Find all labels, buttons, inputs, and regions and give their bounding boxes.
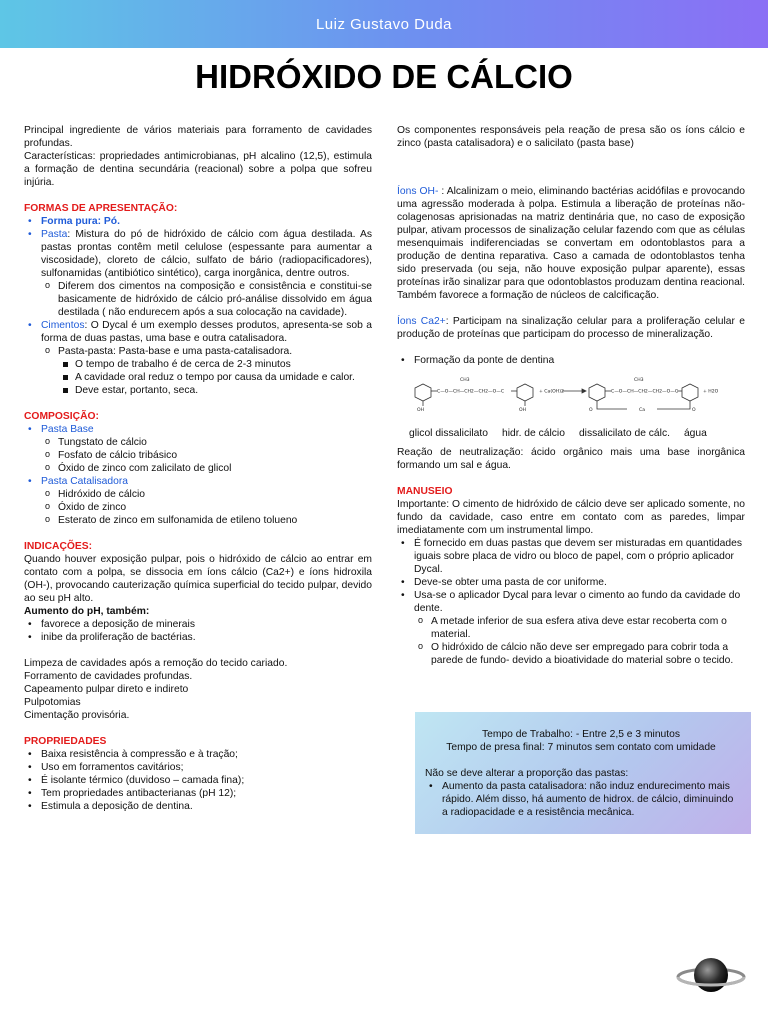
- list-item: Pulpotomias: [24, 697, 81, 708]
- svg-text:OH: OH: [519, 408, 527, 413]
- list-item: o Pasta-pasta: Pasta-base e uma pasta-catalisadora. O tempo de trabalho é de cerca de 2-3 minutos A cavidade oral reduz o tempo por causa da umidade e calor. Deve estar, portanto, seca.: [41, 345, 372, 397]
- composicao-heading: COMPOSIÇÃO:: [24, 411, 99, 422]
- list-item: o Esterato de zinco em sulfonamida de etileno tolueno: [41, 514, 372, 527]
- ions-ca-paragraph: Íons Ca2+: Participam na sinalização celular para a proliferação celular e produção de proteínas que participam do processo de mineralização.: [397, 316, 745, 340]
- list-item: • Tem propriedades antibacterianas (pH 12);: [24, 787, 372, 800]
- indicacoes-paragraph: Quando houver exposição pulpar, pois o hidróxido de cálcio ao entrar em contato com a polpa, se dissocia em íons cálcio (Ca2+) e íons hidroxila (OH-), provocando cauterização química superficial do tecido pulpar, devido ao seu pH alto.: [24, 554, 372, 604]
- svg-text:Ca: Ca: [639, 408, 646, 413]
- list-item: o Óxido de zinco: [41, 501, 372, 514]
- list-item: • É isolante térmico (duvidoso – camada fina);: [24, 774, 372, 787]
- svg-text:O: O: [589, 408, 593, 413]
- formas-list: [24, 215, 372, 397]
- list-item: A cavidade oral reduz o tempo por causa da umidade e calor.: [58, 371, 372, 384]
- proportion-note: Não se deve alterar a proporção das pastas:: [425, 768, 629, 779]
- setting-time: Tempo de presa final: 7 minutos sem contato com umidade: [446, 742, 716, 753]
- aumento-list: [24, 618, 372, 644]
- propriedades-heading: PROPRIEDADES: [24, 736, 107, 747]
- list-item: • Estimula a deposição de dentina.: [24, 800, 372, 813]
- list-item: o Diferem dos cimentos na composição e consistência e constitui-se basicamente de hidróxido de cálcio pró-análise dissolvido em água destilada ( não endurecem após a sua colocação na cavidade).: [41, 280, 372, 319]
- list-item: • inibe da proliferação de bactérias.: [24, 631, 372, 644]
- list-item: • Deve-se obter uma pasta de cor uniforme.: [397, 576, 745, 589]
- list-item: o Tungstato de cálcio: [41, 436, 372, 449]
- svg-text:C—O—CH—CH2—CH2—O—C: C—O—CH—CH2—CH2—O—C: [437, 389, 505, 395]
- reacao-paragraph: Reação de neutralização: ácido orgânico mais uma base inorgânica formando um sal e água.: [397, 447, 745, 471]
- label-dissalicilato: dissalicilato de cálc.: [578, 428, 670, 439]
- list-item: • Forma pura: Pó.: [24, 215, 372, 228]
- svg-text:CH3: CH3: [634, 378, 644, 383]
- indicacoes-heading: INDICAÇÕES:: [24, 541, 93, 552]
- planet-icon: [676, 950, 746, 1000]
- list-item: Cimentação provisória.: [24, 710, 130, 721]
- svg-text:O: O: [692, 408, 696, 413]
- list-item: o Hidróxido de cálcio: [41, 488, 372, 501]
- list-item: Forramento de cavidades profundas.: [24, 671, 193, 682]
- list-item: o O hidróxido de cálcio não deve ser empregado para cobrir toda a parede de fundo- devido a bioatividade do material sobre o tecido.: [414, 641, 745, 667]
- list-item: • Uso em forramentos cavitários;: [24, 761, 372, 774]
- list-item: o A metade inferior de sua esfera ativa deve estar recoberta com o material.: [414, 615, 745, 641]
- manuseio-list: [397, 537, 745, 667]
- list-item: • Pasta Catalisadora o Hidróxido de cálcio o Óxido de zinco o Esterato de zinco em sulfonamida de etileno tolueno: [24, 475, 372, 527]
- composicao-list: [24, 423, 372, 527]
- list-item: o Óxido de zinco com zalicilato de glicol: [41, 462, 372, 475]
- ponte-list: [397, 354, 745, 367]
- aumento-heading: Aumento do pH, também:: [24, 606, 150, 617]
- list-item: • Baixa resistência à compressão e à tração;: [24, 748, 372, 761]
- intro-paragraph: Principal ingrediente de vários materiais para forramento de cavidades profundas.: [24, 125, 372, 149]
- list-item: Limpeza de cavidades após a remoção do tecido cariado.: [24, 658, 288, 669]
- ions-oh-paragraph: Íons OH- : Alcalinizam o meio, eliminando bactérias acidófilas e provocando uma agressão moderada à polpa. Estimula a liberação de proteínas não-colagenosas aprisionadas na matriz dentinária que, no caso de exposição pulpar, ativam processos de sinalização celular fazendo com que as células mesenquimais indiferenciadas se convertam em odontoblastos para a produção de dentina reparativa. Caso a camada de odontoblastos tenha sido preservada (ou seja, não houve exposição pulpar aparente), essas proteínas irão sinalizar para que odontoblastos produzam dentina reacional. Também favorece a formação de núcleos de calcificação.: [397, 186, 745, 301]
- label-agua: água: [683, 428, 707, 439]
- svg-text:+ Ca(OH)2: + Ca(OH)2: [539, 389, 564, 395]
- working-time: Tempo de Trabalho: - Entre 2,5 e 3 minutos: [481, 729, 681, 740]
- usos-list: [24, 657, 372, 722]
- header-bar: [0, 0, 768, 48]
- svg-text:C—O—CH—CH2—CH2—O—C: C—O—CH—CH2—CH2—O—C: [611, 389, 679, 395]
- manuseio-paragraph: Importante: O cimento de hidróxido de cálcio deve ser aplicado somente, no fundo da cavidade, caso entre em contato com as paredes, limpar imediatamente com um instrumental limpo.: [397, 499, 745, 536]
- label-hidroxido: hidr. de cálcio: [501, 428, 565, 439]
- list-item: Capeamento pulpar direto e indireto: [24, 684, 189, 695]
- propriedades-list: [24, 748, 372, 813]
- list-item: • favorece a deposição de minerais: [24, 618, 372, 631]
- svg-text:CH3: CH3: [460, 378, 470, 383]
- list-item: • Formação da ponte de dentina: [397, 354, 745, 367]
- list-item: • Aumento da pasta catalisadora: não induz endurecimento mais rápido. Além disso, há aumento de hidrox. de cálcio, diminuindo a radiopacidade e a resistência mecânica.: [425, 780, 737, 819]
- list-item: • Usa-se o aplicador Dycal para levar o cimento ao fundo da cavidade do dente. o A metade inferior de sua esfera ativa deve estar recoberta com o material. o O hidróxido de cálcio não deve ser empregado para cobrir toda a parede de fundo- devido a bioatividade do material sobre o tecido.: [397, 589, 745, 667]
- list-item: o Fosfato de cálcio tribásico: [41, 449, 372, 462]
- list-item: Deve estar, portanto, seca.: [58, 384, 372, 397]
- manuseio-heading: MANUSEIO: [397, 486, 453, 497]
- author-name: Luiz Gustavo Duda: [315, 15, 453, 33]
- componentes-paragraph: Os componentes responsáveis pela reação de presa são os íons cálcio e zinco (pasta catalisadora) e o salicilato (pasta base): [397, 125, 745, 149]
- list-item: O tempo de trabalho é de cerca de 2-3 minutos: [58, 358, 372, 371]
- characteristics-paragraph: Características: propriedades antimicrobianas, pH alcalino (12,5), estimula a formação de dentina secundária (reacional) sobre a polpa que sofreu injúria.: [24, 151, 372, 188]
- svg-text:+ H2O: + H2O: [703, 389, 719, 395]
- info-box: [415, 712, 751, 834]
- list-item: • É fornecido em duas pastas que devem ser misturadas em quantidades iguais sobre placa de vidro ou bloco de papel, com o próprio aplicador Dycal.: [397, 537, 745, 576]
- formas-heading: FORMAS DE APRESENTAÇÃO:: [24, 203, 178, 214]
- right-column: [397, 124, 745, 667]
- list-item: • Pasta Base o Tungstato de cálcio o Fosfato de cálcio tribásico o Óxido de zinco com zalicilato de glicol: [24, 423, 372, 475]
- box-list: [425, 780, 737, 819]
- left-column: [24, 124, 372, 813]
- label-glicol: glicol dissalicilato: [409, 428, 488, 439]
- page-title: HIDRÓXIDO DE CÁLCIO: [195, 58, 573, 95]
- list-item: • Cimentos: O Dycal é um exemplo desses produtos, apresenta-se sob a forma de duas pastas, uma base e outra catalisadora. o Pasta-pasta: Pasta-base e uma pasta-catalisadora. O tempo de trabalho é de cerca de 2-3 minutos A cavidade oral reduz o tempo por causa da umidade e calor. Deve estar, portanto, seca.: [24, 319, 372, 397]
- svg-text:OH: OH: [417, 408, 425, 413]
- reaction-labels: [397, 427, 745, 440]
- list-item: • Pasta: Mistura do pó de hidróxido de cálcio com água destilada. As pastas prontas contêm metil celulose (espessante para aumentar a viscosidade), cloreto de cálcio, sulfato de bário (radiopacificadores), sulfonamidas (antibiótico sintético), carga inorgânica, dentre outros. o Diferem dos cimentos na composição e consistência e constitui-se basicamente de hidróxido de cálcio pró-análise dissolvido em água destilada ( não endurecem após a sua colocação na cavidade).: [24, 228, 372, 319]
- reaction-diagram: [397, 373, 745, 423]
